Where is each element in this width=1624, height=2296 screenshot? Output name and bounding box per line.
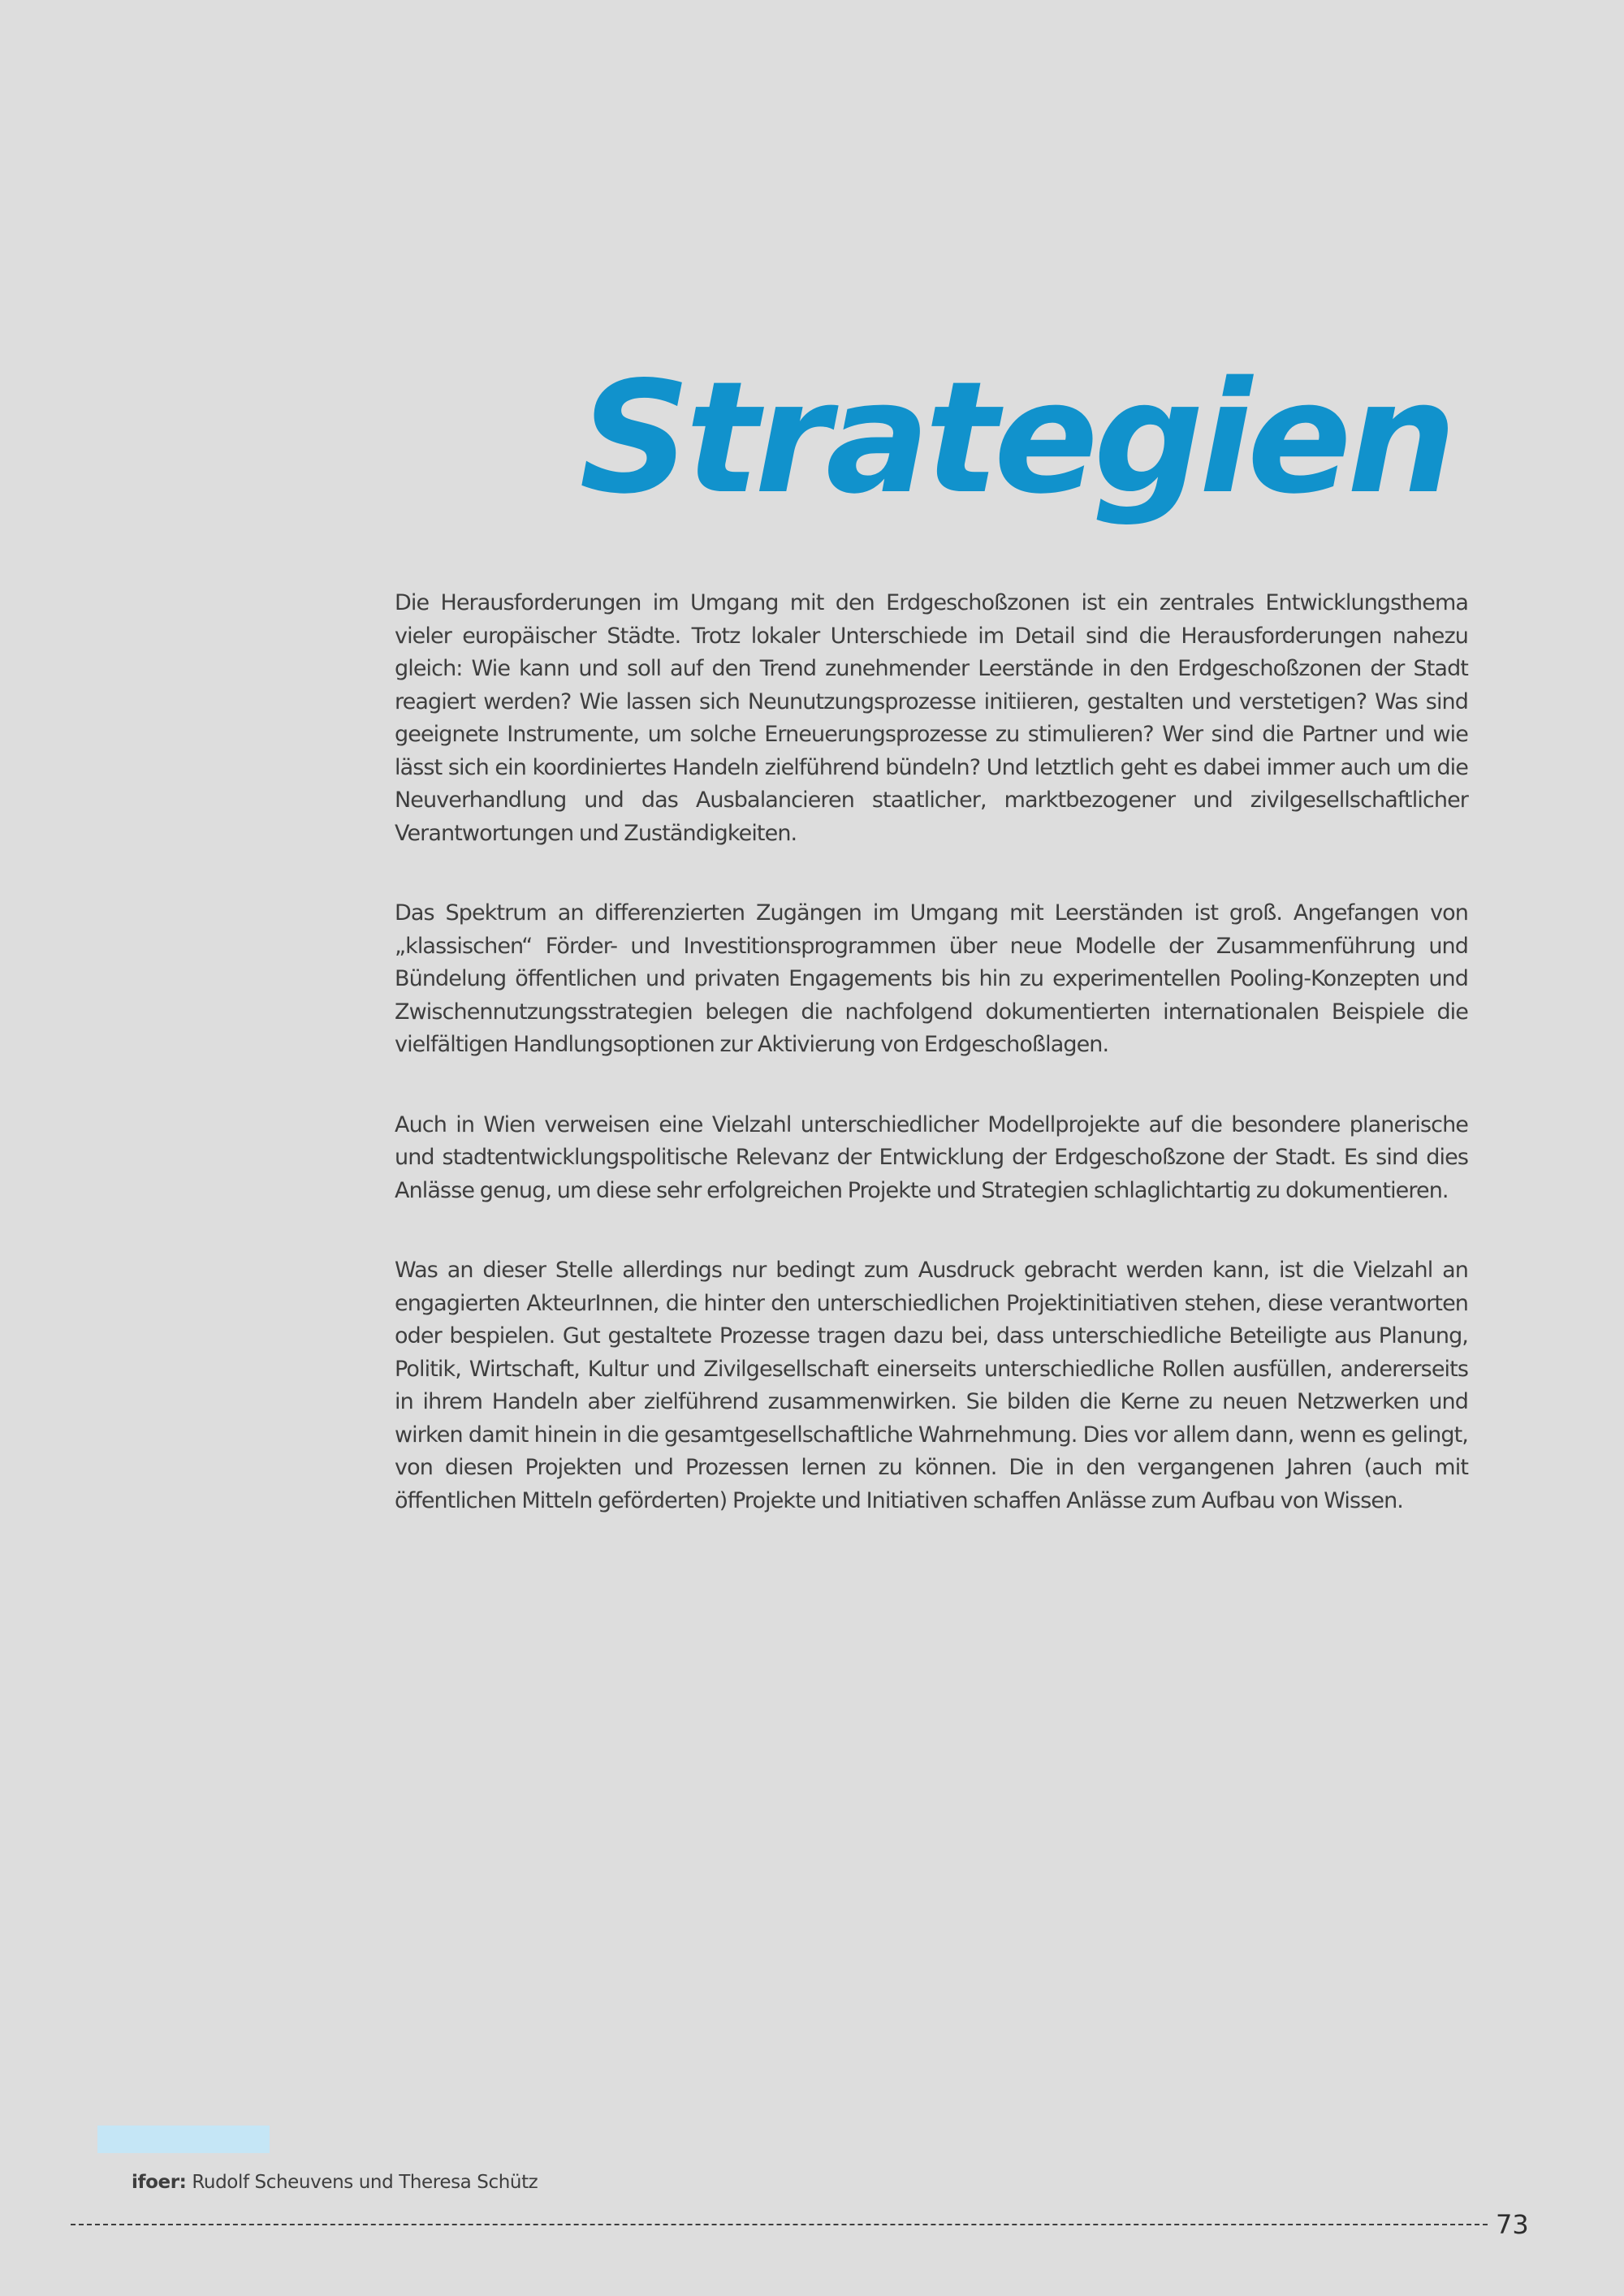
accent-bar [97, 2126, 270, 2153]
paragraph-challenges: Die Herausforderungen im Umgang mit den Erdgeschoßzonen ist ein zentrales Entwicklungsthema vieler europäischer Städte. Trotz lokaler Unterschiede im Detail sind die Herausforderungen nahezu gleich: Wie kann und soll auf den Trend zunehmender Leerstände in den Erdgeschoßzonen der Stadt reagiert werden? Wie lassen sich Neunutzungsprozesse initiieren, gestalten und verstetigen? Was sind geeignete Instrumente, um solche Erneuerungsprozesse zu stimulieren? Wer sind die Partner und wie lässt sich ein koordiniertes Handeln zielführend bündeln? Und letztlich geht es dabei immer auch um die Neuverhandlung und das Ausbalancieren staatlicher, marktbezogener und zivilgesellschaftlicher Verantwortungen und Zuständigkeiten. [395, 590, 1468, 846]
footer-dashed-rule [71, 2224, 1488, 2225]
paragraph-actors: Was an dieser Stelle allerdings nur bedingt zum Ausdruck gebracht werden kann, ist die Vielzahl an engagierten AkteurInnen, die hinter den unterschiedlichen Projektinitiativen stehen, diese verantworten oder bespielen. Gut gestaltete Prozesse tragen dazu bei, dass unterschiedliche Beteiligte aus Planung, Politik, Wirtschaft, Kultur und Zivilgesellschaft einerseits unterschiedliche Rollen ausfüllen, andererseits in ihrem Handeln aber zielführend zusammenwirken. Sie bilden die Kerne zu neuen Netzwerken und wirken damit hinein in die gesamtgesellschaftliche Wahrnehmung. Dies vor allem dann, wenn es gelingt, von diesen Projekten und Prozessen lernen zu können. Die in den vergangenen Jahren (auch mit öffentlichen Mitteln geförderten) Projekte und Initiativen schaffen Anlässe zum Aufbau von Wissen. [395, 1258, 1468, 1513]
page-title: Strategien [579, 348, 1452, 528]
paragraph-spectrum: Das Spektrum an differenzierten Zugängen im Umgang mit Leerständen ist groß. Angefangen von „klassischen“ Förder- und Investitionsprogrammen über neue Modelle der Zusammenführung und Bündelung öffentlichen und privaten Engagements bis hin zu experimentellen Pooling-Konzepten und Zwischennutzungsstrategien belegen die nachfolgend dokumentierten internationalen Beispiele die vielfältigen Handlungsoptionen zur Aktivierung von Erdgeschoßlagen. [395, 900, 1468, 1057]
body-text [395, 587, 1468, 1564]
paragraph-vienna: Auch in Wien verweisen eine Vielzahl unterschiedlicher Modellprojekte auf die besondere planerische und stadtentwicklungspolitische Relevanz der Entwicklung der Erdgeschoßzone der Stadt. Es sind dies Anlässe genug, um diese sehr erfolgreichen Projekte und Strategien schlaglichtartig zu dokumentieren. [395, 1111, 1468, 1203]
page-number: 73 [1496, 2209, 1529, 2240]
credit-authors: Rudolf Scheuvens und Theresa Schütz [192, 2172, 538, 2193]
credit-organization: ifoer: [132, 2172, 187, 2193]
author-credit [132, 2169, 538, 2195]
